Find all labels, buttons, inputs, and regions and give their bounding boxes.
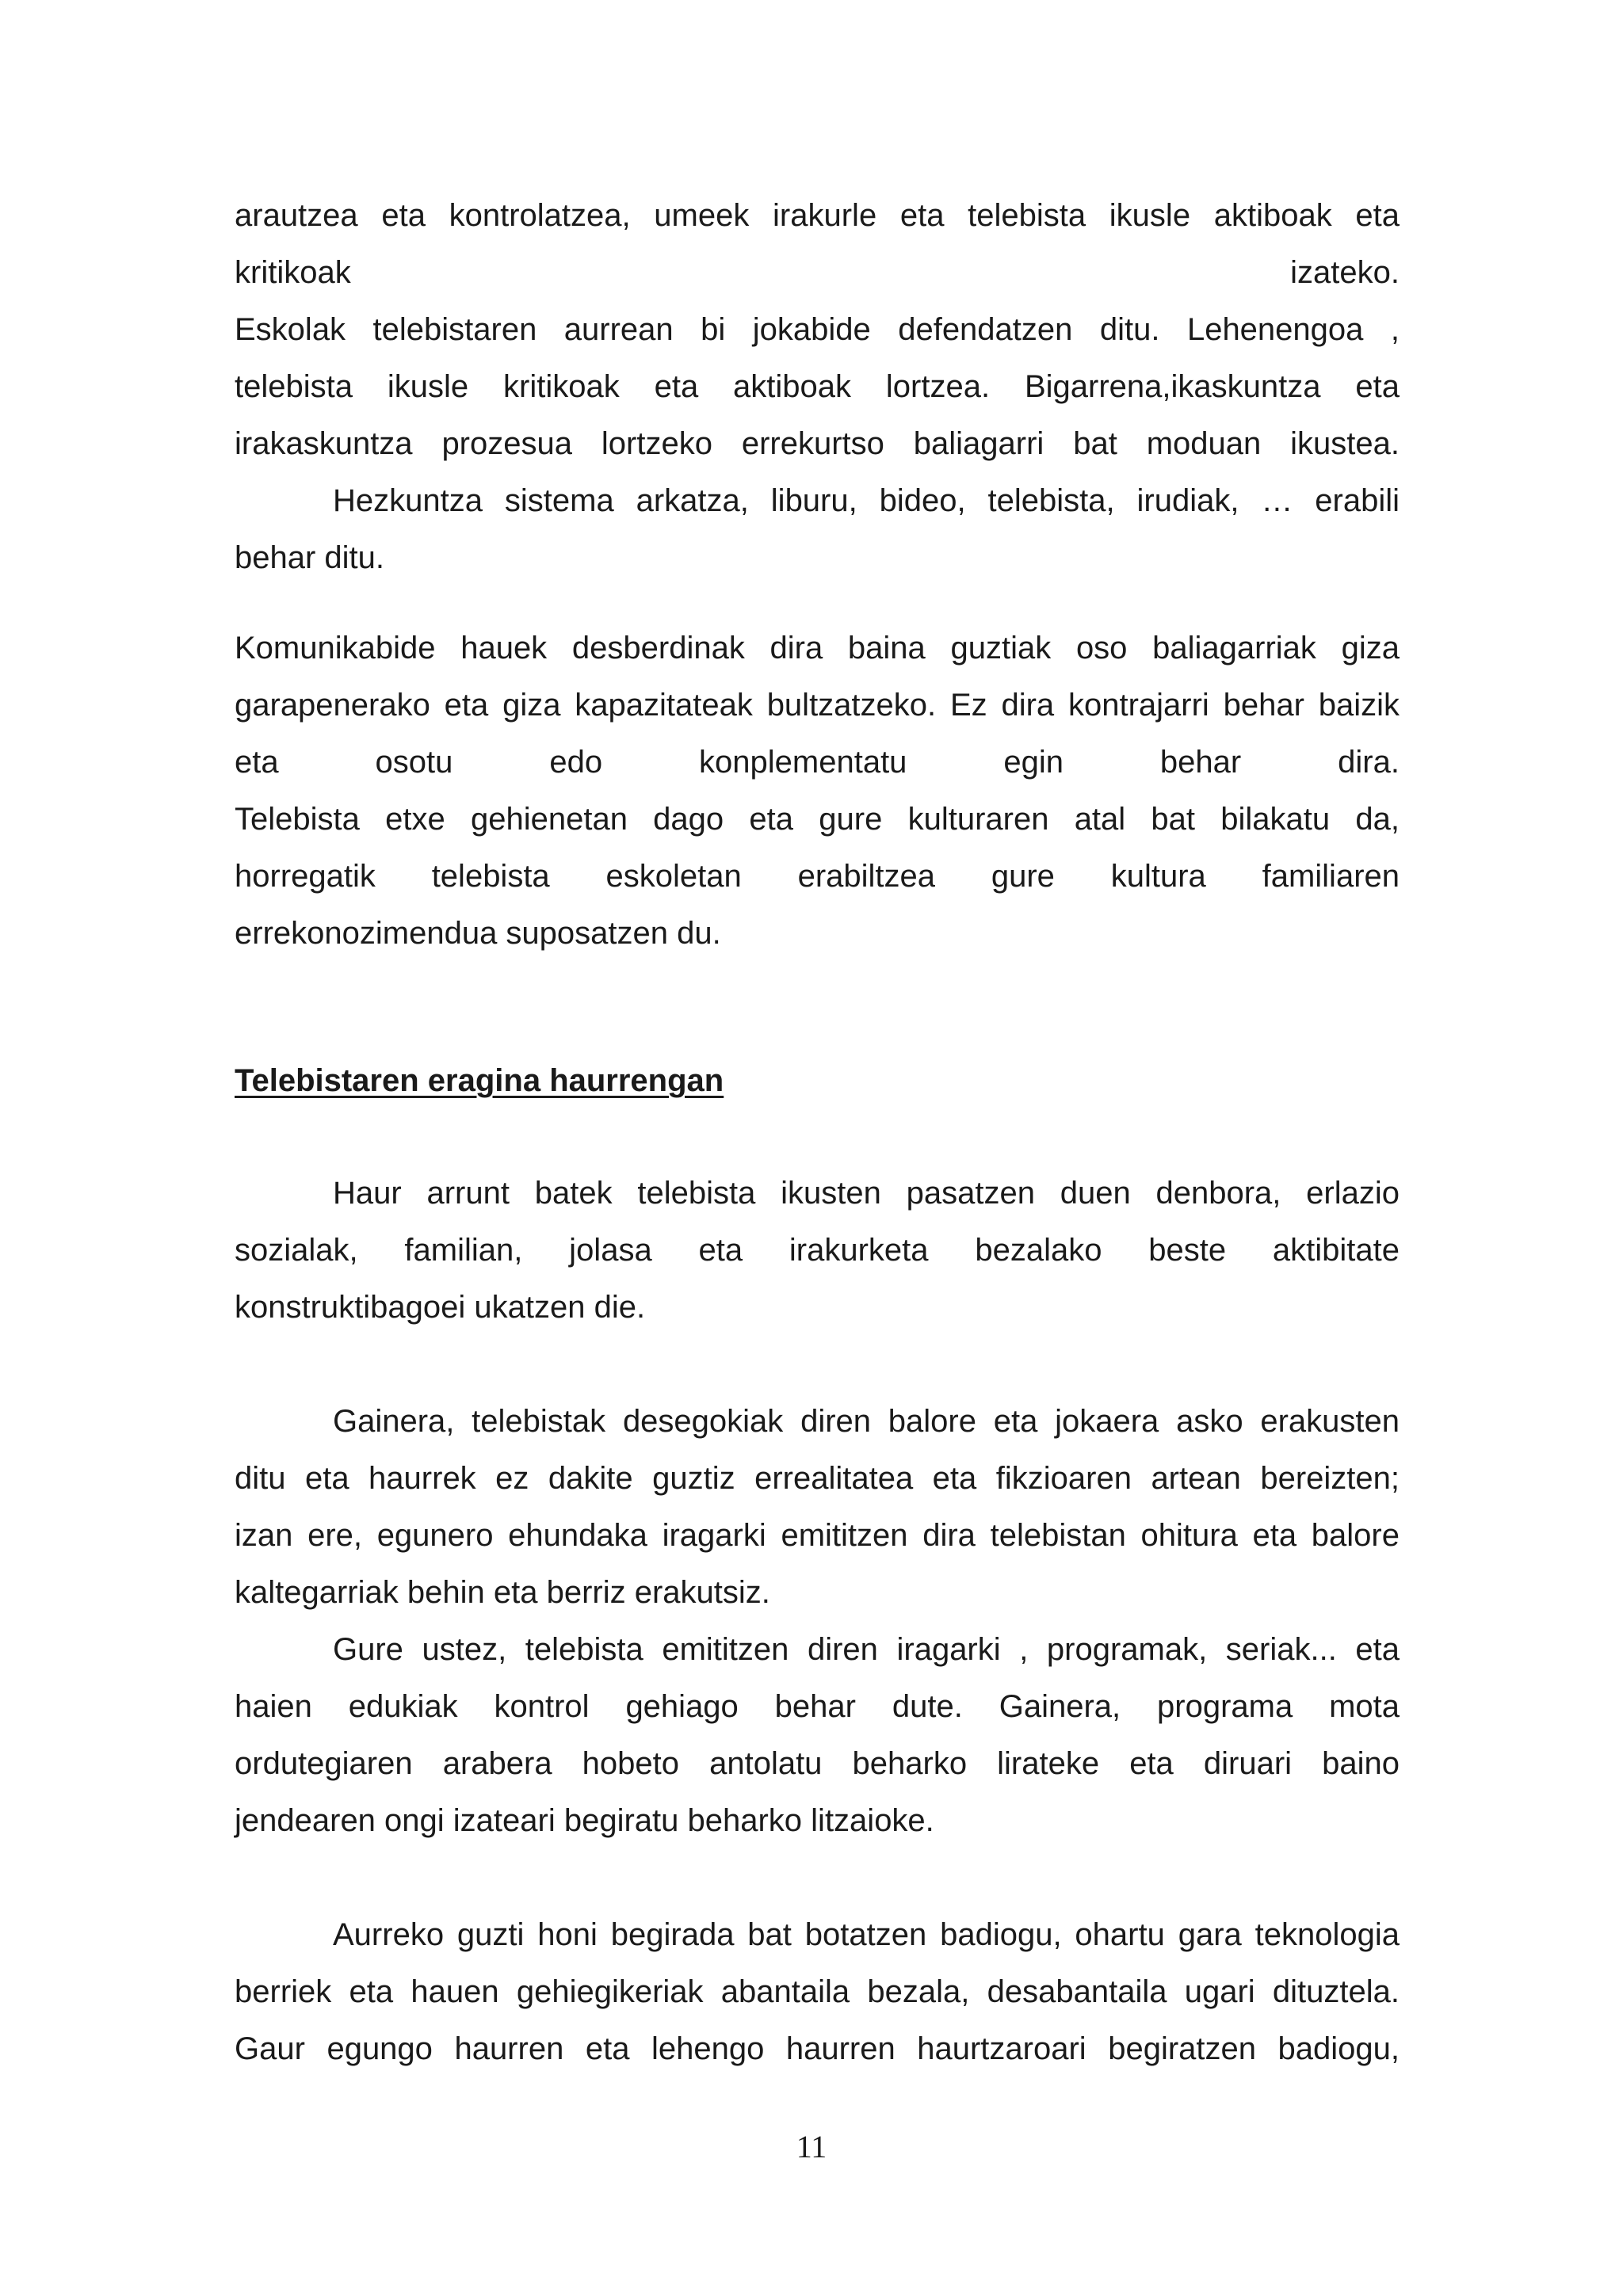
text-line: izan ere, egunero ehundaka iragarki emititzen dira telebistan ohitura eta balore [235,1518,1400,1553]
text-line: horregatik telebista eskoletan erabiltzea gure kultura familiaren [235,859,1400,894]
text-line: irakaskuntza prozesua lortzeko errekurtso baliagarri bat moduan ikustea. [235,426,1400,461]
text-line: haien edukiak kontrol gehiago behar dute. Gainera, programa mota [235,1689,1400,1724]
text-line: konstruktibagoei ukatzen die. [235,1290,646,1325]
text-line: Komunikabide hauek desberdinak dira baina guztiak oso baliagarriak giza [235,631,1400,666]
text-line: Gainera, telebistak desegokiak diren balore eta jokaera asko erakusten [333,1404,1400,1439]
page-number: 11 [796,2129,827,2164]
text-line: ditu eta haurrek ez dakite guztiz errealitatea eta fikzioaren artean bereizten; [235,1461,1400,1496]
paragraph-4 [235,1393,1400,1849]
paragraph-1 [235,187,1400,586]
text-line: ordutegiaren arabera hobeto antolatu beharko lirateke eta diruari baino [235,1746,1400,1781]
text-line: Gure ustez, telebista emititzen diren iragarki , programak, seriak... eta [333,1632,1400,1667]
text-line: berriek eta hauen gehiegikeriak abantaila bezala, desabantaila ugari dituztela. [235,1974,1400,2009]
text-line: errekonozimendua suposatzen du. [235,916,721,951]
text-line: telebista ikusle kritikoak eta aktiboak lortzea. Bigarrena,ikaskuntza eta [235,369,1400,404]
text-line: behar ditu. [235,540,385,575]
text-line: arautzea eta kontrolatzea, umeek irakurle eta telebista ikusle aktiboak eta [235,198,1400,233]
text-line: Aurreko guzti honi begirada bat botatzen badiogu, ohartu gara teknologia [333,1917,1400,1952]
text-line: garapenerako eta giza kapazitateak bultzatzeko. Ez dira kontrajarri behar baizik [235,688,1400,723]
text-line: Telebista etxe gehienetan dago eta gure kulturaren atal bat bilakatu da, [235,802,1400,837]
paragraph-2 [235,620,1400,962]
text-line: kaltegarriak behin eta berriz erakutsiz. [235,1575,770,1610]
text-line: Gaur egungo haurren eta lehengo haurren haurtzaroari begiratzen badiogu, [235,2031,1400,2066]
document-page [235,187,1400,2077]
text-line: Eskolak telebistaren aurrean bi jokabide defendatzen ditu. Lehenengoa , [235,312,1400,347]
text-line: Haur arrunt batek telebista ikusten pasatzen duen denbora, erlazio [333,1176,1400,1211]
text-line: jendearen ongi izateari begiratu beharko litzaioke. [235,1803,934,1838]
section-heading: Telebistaren eragina haurrengan [235,1063,724,1098]
text-line: sozialak, familian, jolasa eta irakurketa bezalako beste aktibitate [235,1233,1400,1268]
text-line: eta osotu edo konplementatu egin behar dira. [235,745,1400,780]
paragraph-3 [235,1165,1400,1336]
paragraph-5 [235,1906,1400,2077]
text-line: kritikoak izateko. [235,255,1400,290]
text-line: Hezkuntza sistema arkatza, liburu, bideo, telebista, irudiak, … erabili [333,483,1400,518]
